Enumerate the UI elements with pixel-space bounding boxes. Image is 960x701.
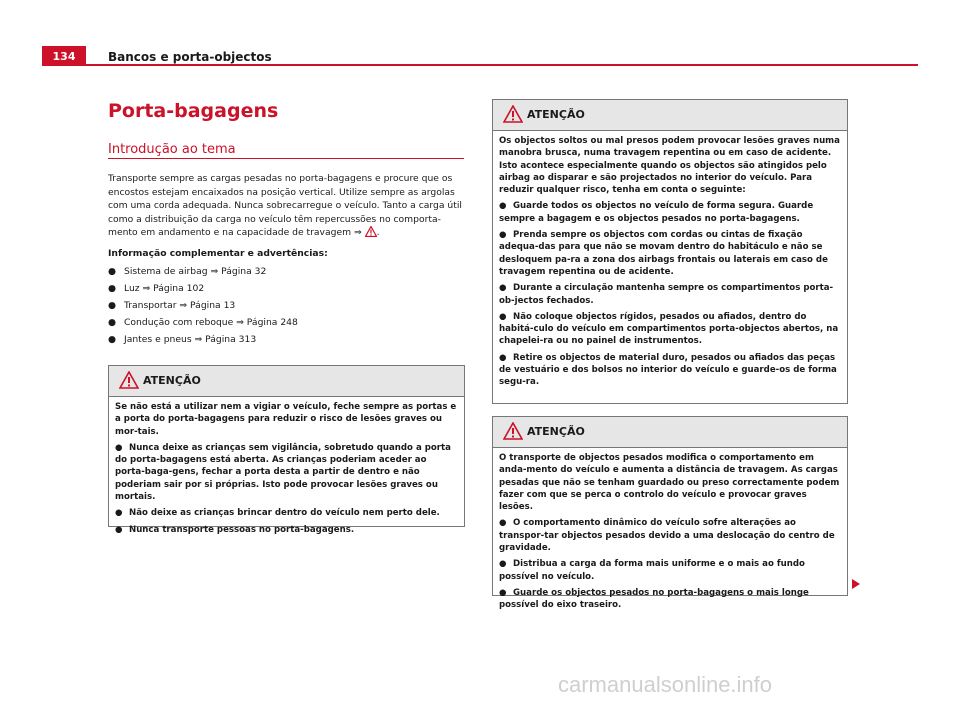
warning-title: ATENÇÃO (527, 425, 585, 438)
intro-paragraph (108, 172, 464, 240)
list-item[interactable]: ● Jantes e pneus ⇒ Página 313 (108, 333, 464, 350)
warning-box-header (493, 417, 847, 448)
list-item[interactable]: ● Sistema de airbag ⇒ Página 32 (108, 265, 464, 282)
warning-body (493, 448, 847, 620)
warning-title: ATENÇÃO (143, 374, 201, 387)
warning-body (109, 397, 464, 544)
warning-box-children (108, 365, 465, 535)
subsection-divider (108, 158, 464, 159)
warning-item: ● Nunca transporte pessoas no porta-bagagens. (115, 524, 355, 535)
warning-item: ● Prenda sempre os objectos com cordas ou cintas de fixação adequa-das para que não se movam dentro do habitáculo e não se desloquem pa-ra a zona dos airbags frontais ou laterais em caso de travagem repentina ou de acidente. (499, 230, 828, 277)
section-title: Porta-bagagens (108, 100, 279, 122)
bullet: ● (108, 300, 117, 311)
bullet: ● (108, 283, 117, 294)
warning-triangle-icon (503, 105, 523, 123)
continue-arrow-icon[interactable] (851, 578, 861, 590)
warning-intro: O transporte de objectos pesados modifica o comportamento em anda-mento do veículo e aumenta a distância de travagem. As cargas pesadas que não se tenham guardado ou preso correctamente podem fazer com que se perca o controlo do veículo e provocar graves lesões. (499, 453, 840, 513)
intro-end: . (376, 227, 380, 238)
header-divider (42, 64, 918, 66)
intro-text: Transporte sempre as cargas pesadas no porta-bagagens e procure que os encostos estejam encaixados na posição vertical. Utilize sempre as argolas com uma corda adequada. Nunca sobrecarregue o veículo. Tanto a carga útil como a distribuição da carga no veículo têm repercussões no comporta-mento em andamento e na capacidade de travagem ⇒ (108, 173, 462, 238)
list-item[interactable]: ● Luz ⇒ Página 102 (108, 282, 464, 299)
warning-item: ● Durante a circulação mantenha sempre os compartimentos porta-ob-jectos fechados. (499, 283, 834, 306)
warning-box-header (493, 100, 847, 131)
watermark: carmanualsonline.info (558, 672, 773, 697)
subsection-title: Introdução ao tema (108, 142, 236, 157)
list-item[interactable]: ● Condução com reboque ⇒ Página 248 (108, 316, 464, 333)
bullet: ● (108, 266, 117, 277)
warning-item: ● Nunca deixe as crianças sem vigilância, sobretudo quando a porta do porta-bagagens está aberta. As crianças poderiam aceder ao porta-baga-gens, fechar a porta desta a partir de dentro e não poderiam sair por si próprias. Isto pode provocar lesões graves ou mortais. (115, 442, 451, 503)
page-header-title: Bancos e porta-objectos (108, 50, 272, 64)
warning-item: ● Distribua a carga da forma mais uniforme e o mais ao fundo possível no veículo. (499, 559, 805, 582)
warning-item: ● Guarde todos os objectos no veículo de forma segura. Guarde sempre a bagagem e os objectos pesados no porta-bagagens. (499, 201, 814, 224)
warning-triangle-icon (503, 422, 523, 440)
bullet: ● (108, 317, 117, 328)
warning-item: ● Não coloque objectos rígidos, pesados ou afiados, dentro do habitá-culo do veículo em compartimentos porta-objectos abertos, na chapelei-ra ou no painel de instrumentos. (499, 311, 839, 347)
warning-item: ● Não deixe as crianças brincar dentro do veículo nem perto dele. (115, 508, 440, 519)
warning-triangle-icon (119, 371, 139, 389)
warning-box-heavy-objects (492, 416, 848, 611)
warning-box-header (109, 366, 464, 397)
list-item[interactable]: ● Transportar ⇒ Página 13 (108, 299, 464, 316)
warning-item: ● Guarde os objectos pesados no porta-bagagens o mais longe possível do eixo traseiro. (499, 587, 809, 611)
warning-intro: Se não está a utilizar nem a vigiar o veículo, feche sempre as portas e a porta do porta-bagagens para reduzir o risco de lesões graves ou mor-tais. (115, 402, 457, 437)
warning-item: ● Retire os objectos de material duro, pesados ou afiados das peças de vestuário e dos bolsos no interior do veículo e guarde-os de forma segu-ra. (499, 352, 837, 388)
warning-item: ● O comportamento dinâmico do veículo sofre alterações ao transpor-tar objectos pesados devido a uma deslocação do centro de gravidade. (499, 518, 835, 554)
info-heading: Informação complementar e advertências: (108, 248, 328, 259)
page-number: 134 (42, 46, 86, 66)
warning-title: ATENÇÃO (527, 108, 585, 121)
bullet: ● (108, 334, 117, 345)
warning-box-loose-objects (492, 99, 848, 404)
info-list (108, 265, 464, 350)
warning-intro: Os objectos soltos ou mal presos podem provocar lesões graves numa manobra brusca, numa travagem repentina ou em caso de acidente. Isto acontece especialmente quando os objectos são atingidos pelo airbag ao disparar e são projectados no interior do veículo. Para reduzir qualquer risco, tenha em conta o seguinte: (499, 136, 840, 196)
warning-body (493, 131, 847, 397)
warning-triangle-icon[interactable] (365, 226, 377, 237)
